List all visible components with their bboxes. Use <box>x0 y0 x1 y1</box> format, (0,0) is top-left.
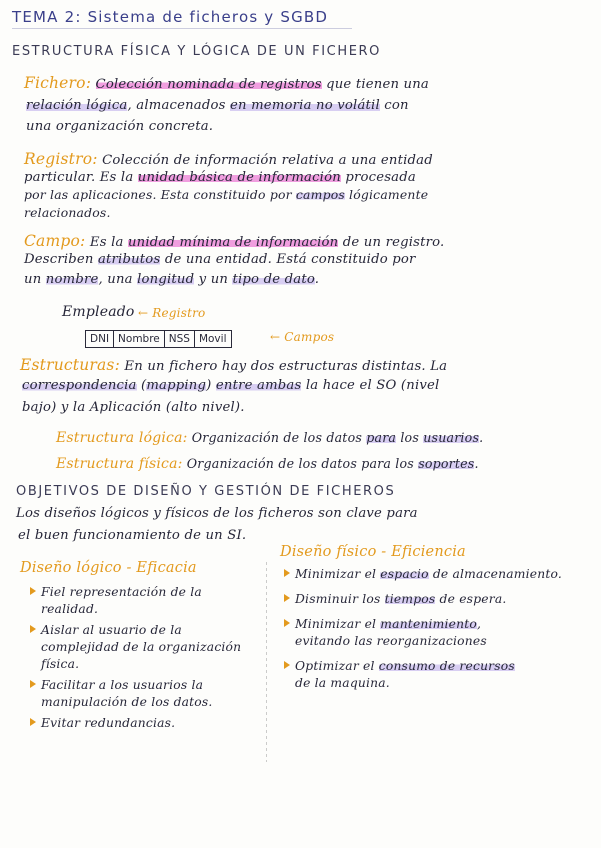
estructuras-text: ( <box>136 378 147 393</box>
registro-line-3 <box>24 187 428 202</box>
list-item-text: de la maquina. <box>295 676 390 690</box>
example-fields-table <box>85 330 232 348</box>
list-item-text: Disminuir los <box>295 592 385 606</box>
estructuras-text: ) <box>206 378 216 393</box>
fichero-text: con <box>379 98 409 113</box>
campo-text: un <box>24 272 46 287</box>
objetivos-line-2: el buen funcionamiento de un SI. <box>18 528 247 543</box>
field-cell-movil: Movil <box>198 333 227 345</box>
field-cell-dni: DNI <box>86 331 114 347</box>
list-item-text: Minimizar el <box>295 567 381 581</box>
campo-text: Es la <box>89 235 128 250</box>
bullet-arrow-icon <box>284 594 290 602</box>
bullet-arrow-icon <box>30 680 36 688</box>
list-item-text: Fiel representación de la <box>41 585 202 599</box>
estructura-fisica-term: Estructura física: <box>56 456 183 472</box>
list-item-text: de espera. <box>435 592 507 606</box>
estructura-fisica-highlight: soportes <box>418 456 475 471</box>
fichero-line-2 <box>26 98 409 113</box>
registro-highlight: campos <box>295 187 345 202</box>
campo-highlight: tipo de dato <box>232 272 315 287</box>
campo-text: de una entidad. Está constituido por <box>160 252 416 267</box>
campo-text: y un <box>194 272 233 287</box>
estructuras-line-2 <box>22 378 439 393</box>
campo-highlight: unidad mínima de información <box>127 235 339 250</box>
estructura-fisica-text: . <box>474 456 479 471</box>
estructura-logica-text: los <box>396 430 424 445</box>
fichero-line-1 <box>24 74 429 92</box>
estructura-logica-text: . <box>479 430 484 445</box>
campo-highlight: longitud <box>137 272 195 287</box>
campo-highlight: nombre <box>45 272 99 287</box>
list-item-highlight: tiempos <box>384 592 436 606</box>
list-item-text: Facilitar a los usuarios la <box>41 678 204 692</box>
field-cell-nombre: Nombre <box>114 331 165 347</box>
campo-text: Describen <box>24 252 98 267</box>
estructura-logica-term: Estructura lógica: <box>56 430 188 446</box>
registro-term: Registro: <box>24 150 98 168</box>
registro-text: por las aplicaciones. Esta constituido por <box>24 187 296 202</box>
list-item <box>30 622 262 673</box>
section-heading-estructura: ESTRUCTURA FÍSICA Y LÓGICA DE UN FICHERO <box>12 44 381 59</box>
bullet-arrow-icon <box>30 718 36 726</box>
fichero-highlight: relación lógica <box>26 98 128 113</box>
estructura-logica-line <box>56 430 483 446</box>
bullet-arrow-icon <box>284 569 290 577</box>
campo-line-3 <box>24 272 319 287</box>
diseno-fisico-list <box>284 566 594 692</box>
list-item-text: Optimizar el <box>295 659 379 673</box>
list-item-text: manipulación de los datos. <box>41 695 213 709</box>
list-item <box>284 591 594 608</box>
list-item-text: Aislar al usuario de la <box>41 623 182 637</box>
registro-text: Colección de información relativa a una entidad <box>102 153 433 168</box>
list-item-text: realidad. <box>41 602 99 616</box>
list-item-highlight: consumo de recursos <box>378 659 515 673</box>
fichero-term: Fichero: <box>24 74 92 92</box>
list-item <box>284 658 594 692</box>
title-underline <box>12 28 352 29</box>
registro-text: procesada <box>340 170 416 185</box>
bullet-arrow-icon <box>284 619 290 627</box>
list-item <box>284 566 594 583</box>
diseno-logico-heading: Diseño lógico - Eficacia <box>20 560 197 576</box>
page-title: TEMA 2: Sistema de ficheros y SGBD <box>12 8 329 26</box>
estructuras-highlight: correspondencia <box>22 378 137 393</box>
diseno-fisico-heading: Diseño físico - Eficiencia <box>280 544 466 560</box>
list-item <box>30 677 262 711</box>
fichero-highlight: Colección nominada de registros <box>95 77 322 92</box>
fichero-text: , almacenados <box>127 98 231 113</box>
list-item-text: Minimizar el <box>295 617 381 631</box>
list-item-highlight: espacio <box>380 567 429 581</box>
estructuras-term: Estructuras: <box>20 356 121 374</box>
registro-arrow-label: ← Registro <box>138 306 206 320</box>
list-item-text: de almacenamiento. <box>428 567 562 581</box>
fichero-text: que tienen una <box>321 77 429 92</box>
list-item <box>30 584 262 618</box>
registro-text: lógicamente <box>344 187 429 202</box>
column-divider <box>266 562 267 762</box>
campo-line-2 <box>24 252 416 267</box>
campo-text: , una <box>98 272 138 287</box>
section-heading-objetivos: OBJETIVOS DE DISEÑO Y GESTIÓN DE FICHEROS <box>16 484 396 499</box>
list-item-text: complejidad de la organización <box>41 640 242 654</box>
registro-line-1 <box>24 150 433 168</box>
estructuras-highlight: entre ambas <box>215 378 302 393</box>
campos-arrow-label: ← Campos <box>270 330 335 344</box>
list-item-highlight: mantenimiento <box>380 617 478 631</box>
estructuras-text: En un fichero hay dos estructuras distintas. La <box>124 359 448 374</box>
list-item <box>30 715 262 732</box>
field-cell-nss: NSS <box>165 331 195 347</box>
bullet-arrow-icon <box>284 661 290 669</box>
estructura-fisica-line <box>56 456 479 472</box>
campo-highlight: atributos <box>97 252 161 267</box>
estructura-logica-highlight: para <box>366 430 397 445</box>
bullet-arrow-icon <box>30 625 36 633</box>
example-record-name: Empleado <box>62 304 135 320</box>
list-item-text: Evitar redundancias. <box>41 716 176 730</box>
registro-line-2 <box>24 170 416 185</box>
list-item-text: evitando las reorganizaciones <box>295 634 487 648</box>
diseno-logico-list <box>30 584 262 732</box>
bullet-arrow-icon <box>30 587 36 595</box>
objetivos-line-1: Los diseños lógicos y físicos de los ficheros son clave para <box>16 506 418 521</box>
list-item <box>284 616 594 650</box>
estructuras-highlight: mapping <box>146 378 207 393</box>
list-item-text: física. <box>41 657 80 671</box>
campo-line-1 <box>24 232 444 250</box>
estructura-logica-text: Organización de los datos <box>187 430 367 445</box>
registro-highlight: unidad básica de información <box>137 170 341 185</box>
fichero-line-3: una organización concreta. <box>26 119 214 134</box>
estructuras-line-1 <box>20 356 447 374</box>
registro-line-4: relacionados. <box>24 205 111 220</box>
campo-text: . <box>314 272 320 287</box>
fichero-highlight: en memoria no volátil <box>230 98 380 113</box>
campo-text: de un registro. <box>338 235 445 250</box>
campo-term: Campo: <box>24 232 86 250</box>
registro-text: particular. Es la <box>24 170 138 185</box>
estructura-logica-highlight: usuarios <box>423 430 480 445</box>
estructuras-line-3: bajo) y la Aplicación (alto nivel). <box>22 400 245 415</box>
estructuras-text: la hace el SO (nivel <box>301 378 440 393</box>
list-item-text: , <box>477 617 482 631</box>
estructura-fisica-text: Organización de los datos para los <box>182 456 419 471</box>
